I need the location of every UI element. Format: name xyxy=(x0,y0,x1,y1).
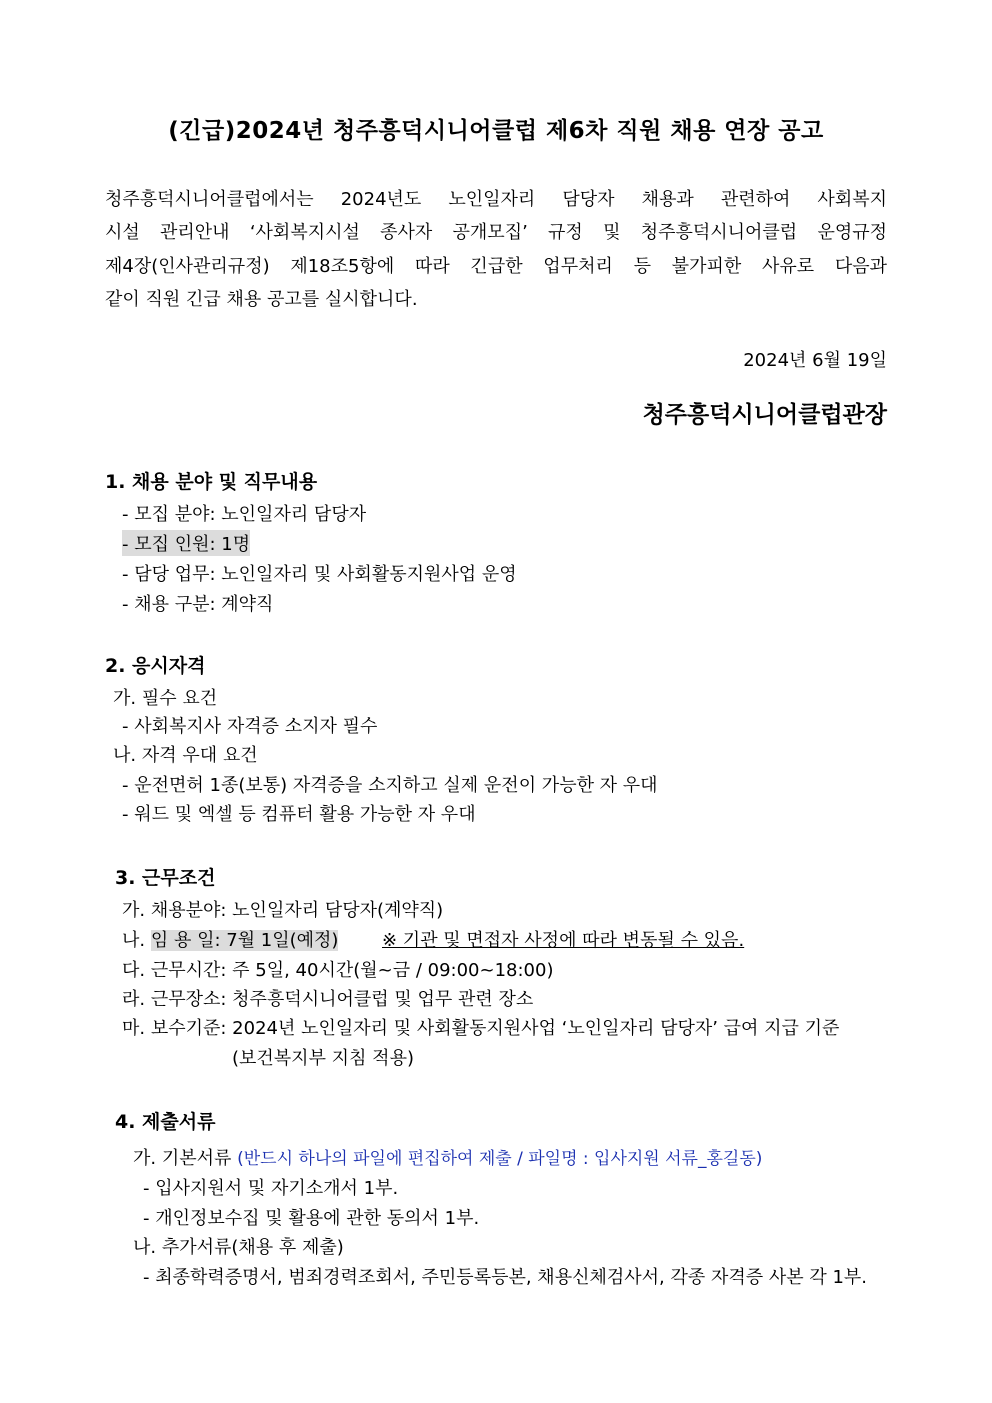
intro-line-3: 제4장(인사관리규정) 제18조5항에 따라 긴급한 업무처리 등 불가피한 사유로 다음과 xyxy=(105,256,887,277)
s2-b-item-1: - 운전면허 1종(보통) 자격증을 소지하고 실제 운전이 가능한 자 우대 xyxy=(122,775,658,796)
s1-item-1: - 모집 분야: 노인일자리 담당자 xyxy=(122,504,367,525)
intro-line-2: 시설 관리안내 ‘사회복지시설 종사자 공개모집’ 규정 및 청주흥덕시니어클럽 운영규정 xyxy=(105,222,887,243)
intro-line-1: 청주흥덕시니어클럽에서는 2024년도 노인일자리 담당자 채용과 관련하여 사회복지 xyxy=(105,189,887,210)
s3-item-a: 가. 채용분야: 노인일자리 담당자(계약직) xyxy=(122,900,444,921)
section-4-heading: 4. 제출서류 xyxy=(115,1111,216,1133)
start-date-highlight: 임 용 일: 7월 1일(예정) xyxy=(150,930,339,951)
intro-line-4: 같이 직원 긴급 채용 공고를 실시합니다. xyxy=(105,289,418,310)
notice-date: 2024년 6월 19일 xyxy=(743,350,887,371)
document-title: (긴급)2024년 청주흥덕시니어클럽 제6차 직원 채용 연장 공고 xyxy=(168,118,824,144)
section-2-heading: 2. 응시자격 xyxy=(105,655,206,677)
s4-sub-a-label: 가. 기본서류 xyxy=(133,1148,232,1169)
s3-item-b-prefix: 나. xyxy=(122,930,151,951)
s4-sub-b: 나. 추가서류(채용 후 제출) xyxy=(133,1237,344,1258)
s2-sub-b: 나. 자격 우대 요건 xyxy=(113,745,258,766)
s3-item-b xyxy=(122,926,338,952)
s4-a-item-2: - 개인정보수집 및 활용에 관한 동의서 1부. xyxy=(143,1208,480,1229)
signature: 청주흥덕시니어클럽관장 xyxy=(642,402,887,428)
s3-item-c: 다. 근무시간: 주 5일, 40시간(월~금 / 09:00~18:00) xyxy=(122,960,554,981)
s4-a-item-1: - 입사지원서 및 자기소개서 1부. xyxy=(143,1178,399,1199)
section-3-heading: 3. 근무조건 xyxy=(115,867,216,889)
section-1-heading: 1. 채용 분야 및 직무내용 xyxy=(105,471,318,493)
start-date-note: ※ 기관 및 면접자 사정에 따라 변동될 수 있음. xyxy=(382,930,745,951)
s4-sub-a-note: (반드시 하나의 파일에 편집하여 제출 / 파일명 : 입사지원 서류_홍길동) xyxy=(237,1149,763,1169)
s2-sub-a: 가. 필수 요건 xyxy=(113,688,218,709)
s1-item-2: - 모집 인원: 1명 xyxy=(122,530,250,556)
s1-item-3: - 담당 업무: 노인일자리 및 사회활동지원사업 운영 xyxy=(122,564,517,585)
s1-item-4: - 채용 구분: 계약직 xyxy=(122,594,274,615)
s3-item-d: 라. 근무장소: 청주흥덕시니어클럽 및 업무 관련 장소 xyxy=(122,989,534,1010)
s2-a-item-1: - 사회복지사 자격증 소지자 필수 xyxy=(122,716,378,737)
s2-b-item-2: - 워드 및 엑셀 등 컴퓨터 활용 가능한 자 우대 xyxy=(122,804,476,825)
s3-item-e-cont: (보건복지부 지침 적용) xyxy=(232,1048,414,1069)
s4-sub-a xyxy=(133,1144,762,1170)
s4-b-item-1: - 최종학력증명서, 범죄경력조회서, 주민등록등본, 채용신체검사서, 각종 자격증 사본 각 1부. xyxy=(143,1267,868,1288)
s3-item-e: 마. 보수기준: 2024년 노인일자리 및 사회활동지원사업 ‘노인일자리 담당자’ 급여 지급 기준 xyxy=(122,1018,840,1039)
